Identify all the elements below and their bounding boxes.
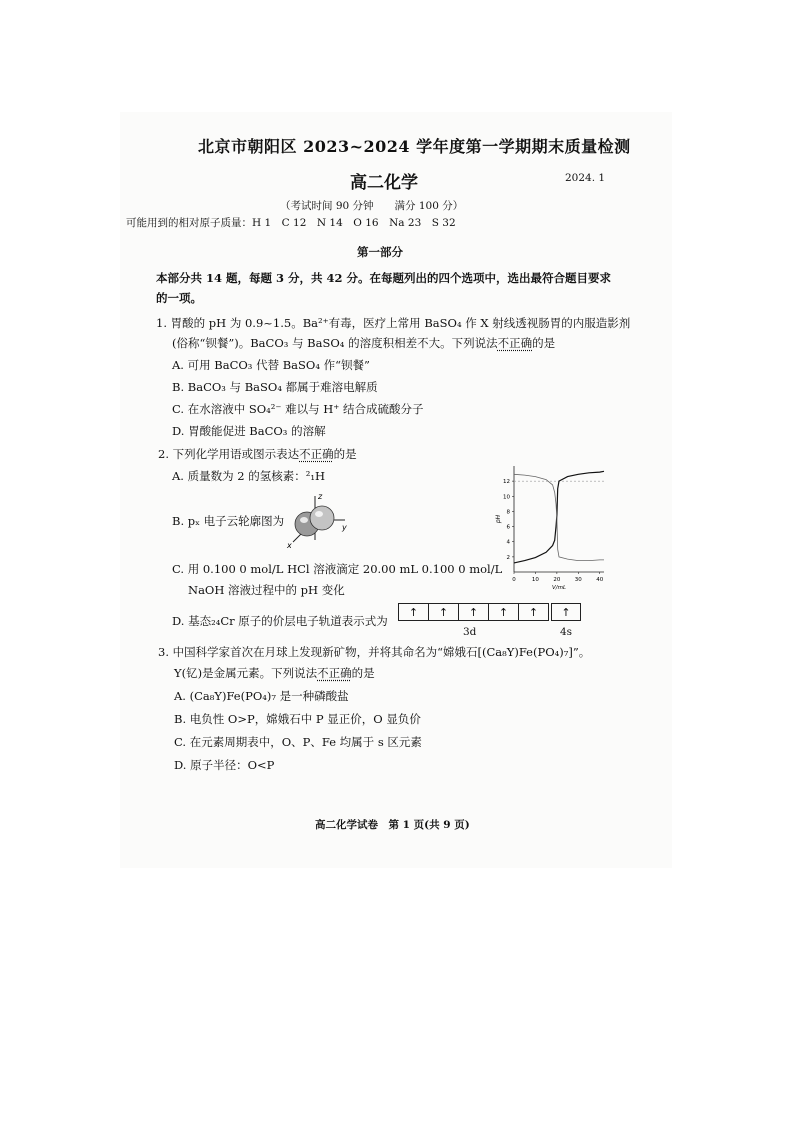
x-tick-label: 30 — [574, 577, 582, 583]
page-footer: 高二化学试卷 第 1 页(共 9 页) — [315, 819, 470, 831]
x-axis-label: V/mL — [551, 585, 567, 591]
axis-z-label: z — [318, 492, 323, 501]
q1-stem-line2: (俗称“钡餐”)。BaCO₃ 与 BaSO₄ 的溶度积相差不大。下列说法不正确的是 — [172, 336, 556, 350]
y-tick-label: 2 — [506, 554, 510, 561]
q3-emphasis: 不正确 — [317, 666, 352, 680]
q2-option-b: B. pₓ 电子云轮廓图为 — [172, 514, 285, 528]
orbital-3d-cell: ↑ — [398, 603, 429, 621]
q1-emphasis: 不正确 — [497, 336, 533, 350]
x-tick-label: 40 — [596, 577, 604, 583]
y-tick-label: 10 — [503, 494, 510, 501]
x-tick-label: 10 — [531, 577, 539, 583]
q3-option-a: A. (Ca₈Y)Fe(PO₄)₇ 是一种磷酸盐 — [174, 689, 349, 703]
titration-curve-1 — [514, 471, 604, 563]
titration-chart — [492, 460, 610, 592]
x-tick-label: 0 — [512, 577, 516, 583]
axis-y-label: y — [342, 523, 347, 532]
q3-option-c: C. 在元素周期表中，O、P、Fe 均属于 s 区元素 — [174, 735, 422, 749]
label-4s: 4s — [560, 626, 573, 638]
y-axis-label: pH — [495, 514, 502, 524]
p-orbital-figure — [285, 490, 355, 550]
q2-stem: 2. 下列化学用语或图示表达不正确的是 — [158, 447, 357, 461]
y-tick-label: 4 — [506, 539, 510, 546]
axis-x-label: x — [287, 541, 292, 550]
q3-stem-line2: Y(钇)是金属元素。下列说法不正确的是 — [174, 666, 375, 680]
q1-option-b: B. BaCO₃ 与 BaSO₄ 都属于难溶电解质 — [172, 380, 378, 394]
q2-option-c-line1: C. 用 0.100 0 mol/L HCl 溶液滴定 20.00 mL 0.100 0 mol/L — [172, 562, 503, 576]
q1-option-c: C. 在水溶液中 SO₄²⁻ 难以与 H⁺ 结合成硫酸分子 — [172, 402, 424, 416]
orbital-3d-cell: ↑ — [518, 603, 549, 621]
q3-option-b: B. 电负性 O>P，嫦娥石中 P 显正价，O 显负价 — [174, 712, 421, 726]
orbital-3d-box — [398, 603, 548, 621]
section-instruction-line1: 本部分共 14 题，每题 3 分，共 42 分。在每题列出的四个选项中，选出最符合题目要求 — [156, 271, 612, 285]
q3-stem-line1: 3. 中国科学家首次在月球上发现新矿物，并将其命名为“嫦娥石[(Ca₈Y)Fe(PO₄)₇]”。 — [158, 645, 591, 659]
titration-curve-2 — [514, 474, 604, 560]
q3-option-d: D. 原子半径：O<P — [174, 758, 275, 772]
section-title: 第一部分 — [357, 245, 403, 259]
orbital-4s-cell: ↑ — [551, 603, 581, 621]
section-instruction-line2: 的一项。 — [156, 291, 202, 305]
exam-date: 2024. 1 — [565, 172, 606, 184]
q2-option-c-line2: NaOH 溶液过程中的 pH 变化 — [188, 583, 345, 597]
orbital-3d-cell: ↑ — [488, 603, 519, 621]
orbital-3d-cell: ↑ — [458, 603, 489, 621]
subject-title: 高二化学 — [350, 173, 418, 193]
q2-emphasis: 不正确 — [299, 447, 334, 461]
q1-stem-line1: 1. 胃酸的 pH 为 0.9~1.5。Ba²⁺有毒，医疗上常用 BaSO₄ 作 X 射线透视肠胃的内服造影剂 — [156, 316, 631, 330]
y-tick-label: 12 — [503, 479, 510, 486]
exam-info: （考试时间 90 分钟 满分 100 分） — [280, 200, 464, 212]
q2-option-a: A. 质量数为 2 的氢核素：²₁H — [172, 469, 325, 483]
y-tick-label: 6 — [506, 524, 510, 531]
q1-option-a: A. 可用 BaCO₃ 代替 BaSO₄ 作“钡餐” — [172, 358, 370, 372]
q2-option-d: D. 基态₂₄Cr 原子的价层电子轨道表示式为 — [172, 614, 388, 628]
exam-title: 北京市朝阳区 2023~2024 学年度第一学期期末质量检测 — [198, 137, 631, 156]
q1-option-d: D. 胃酸能促进 BaCO₃ 的溶解 — [172, 424, 326, 438]
orbital-3d-cell: ↑ — [428, 603, 459, 621]
x-tick-label: 20 — [553, 577, 561, 583]
exam-sheet — [120, 112, 672, 868]
atomic-masses: 可能用到的相对原子质量：H 1 C 12 N 14 O 16 Na 23 S 32 — [126, 217, 456, 229]
y-tick-label: 8 — [506, 509, 510, 516]
label-3d: 3d — [463, 626, 477, 638]
